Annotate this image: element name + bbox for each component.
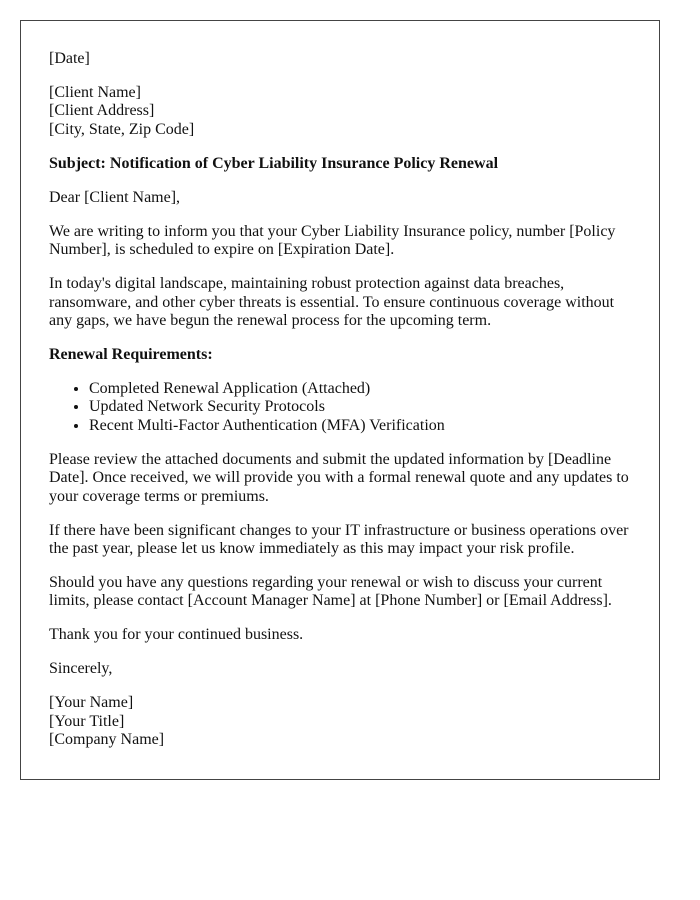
paragraph-thank-you: Thank you for your continued business. — [49, 626, 304, 644]
recipient-name: [Client Name] — [49, 84, 141, 101]
sender-block — [49, 694, 631, 749]
letter-container — [20, 20, 660, 780]
sender-title: [Your Title] — [49, 712, 125, 730]
paragraph-renewal-process: In today's digital landscape, maintaining robust protection against data breaches, ransomware, and other cyber threats is essential. To ensure continuous coverage without any gaps, we have begun the renewal process for the upcoming term. — [49, 275, 615, 330]
recipient-city-state-zip: [City, State, Zip Code] — [49, 120, 195, 138]
paragraph-contact-info: Should you have any questions regarding your renewal or wish to discuss your current limits, please contact [Account Manager Name] at [Phone Number] or [Email Address]. — [49, 574, 612, 610]
requirements-heading: Renewal Requirements: — [49, 346, 213, 364]
signoff: Sincerely, — [49, 660, 113, 678]
requirement-item: • Updated Network Security Protocols — [89, 398, 631, 416]
recipient-address: [Client Address] — [49, 102, 155, 120]
paragraph-review-documents: Please review the attached documents and submit the updated information by [Deadline Date]. Once received, we will provide you with a formal renewal quote and any updates to your coverage terms or premiums. — [49, 450, 629, 505]
paragraph-policy-expiry: We are writing to inform you that your Cyber Liability Insurance policy, number [Policy Number], is scheduled to expire on [Expiration Date]. — [49, 222, 616, 259]
sender-name: [Your Name] — [49, 694, 134, 712]
letter-subject: Subject: Notification of Cyber Liability Insurance Policy Renewal — [49, 154, 499, 172]
paragraph-changes-notice: If there have been significant changes to your IT infrastructure or business operations over the past year, please let us know immediately as this may impact your risk profile. — [49, 521, 629, 558]
requirements-list — [49, 380, 631, 435]
salutation: Dear [Client Name], — [49, 188, 181, 206]
requirement-item: • Recent Multi-Factor Authentication (MFA) Verification — [89, 417, 631, 435]
recipient-block — [49, 84, 631, 139]
letter-date: [Date] — [49, 50, 90, 67]
sender-company: [Company Name] — [49, 731, 165, 749]
requirement-item: • Completed Renewal Application (Attached) — [89, 380, 631, 398]
